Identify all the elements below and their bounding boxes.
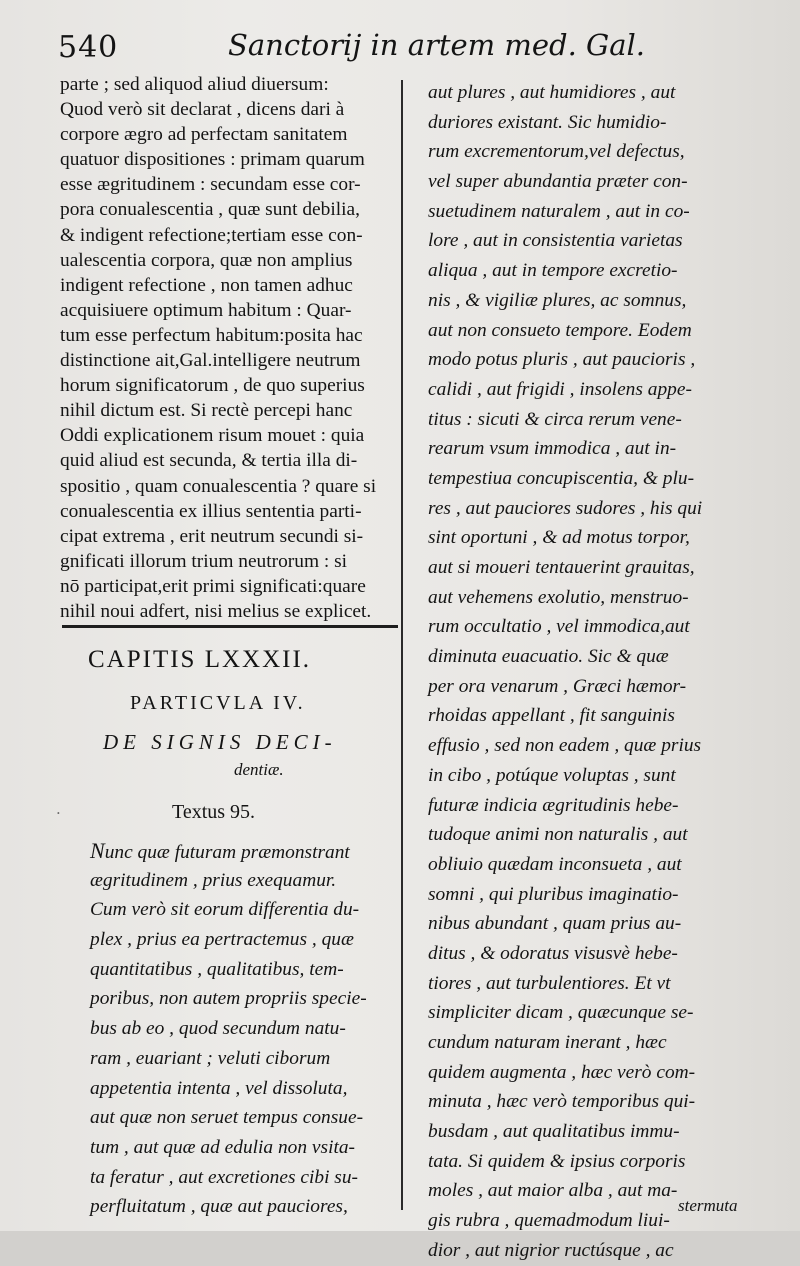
column-divider xyxy=(401,80,403,1210)
text-line: rearum vsum immodica , aut in- xyxy=(428,438,677,460)
text-line: Oddi explicationem risum mouet : quia xyxy=(60,425,365,447)
section-rule xyxy=(62,625,398,628)
text-line: nihil dictum est. Si rectè percepi hanc xyxy=(60,400,353,422)
text-line: ta feratur , aut excretiones cibi su- xyxy=(90,1166,359,1188)
text-line: rum excrementorum,vel defectus, xyxy=(428,141,685,163)
text-line: esse ægritudinem : secundam esse cor- xyxy=(60,174,361,196)
text-line: pora conualescentia , quæ sunt debilia, xyxy=(60,199,360,221)
text-line: aut si moueri tentauerint grauitas, xyxy=(428,557,695,578)
text-line: effusio , sed non eadem , quæ prius xyxy=(428,735,702,757)
text-line-rest: unc quæ futuram præmonstrant xyxy=(104,842,350,863)
text-line: horum significatorum , de quo superius xyxy=(60,375,365,397)
text-line: quid aliud est secunda, & tertia illa di- xyxy=(60,450,358,472)
text-line: futuræ indicia ægritudinis hebe- xyxy=(428,794,679,816)
text-line: modo potus pluris , aut paucioris , xyxy=(428,349,696,371)
text-line: parte ; sed aliquod aliud diuersum: xyxy=(60,74,329,95)
running-head: Sanctorij in artem med. Gal. xyxy=(228,28,646,62)
text-line: ualescentia corpora, quæ non amplius xyxy=(60,249,353,271)
text-line: duriores existant. Sic humidio- xyxy=(428,111,667,133)
text-line: calidi , aut frigidi , insolens appe- xyxy=(428,378,692,400)
text-line: tempestiua concupiscentia, & plu- xyxy=(428,467,695,489)
text-line: perfluitatum , quæ aut pauciores, xyxy=(90,1196,348,1218)
text-line: conualescentia ex illius sententia parti- xyxy=(60,500,362,522)
text-line: rhoidas appellant , fit sanguinis xyxy=(428,705,675,727)
chapter-heading: CAPITIS LXXXII. xyxy=(88,646,312,673)
text-line: acquisiuere optimum habitum : Quar- xyxy=(60,299,352,321)
text-line: quatuor dispositiones : primam quarum xyxy=(60,149,365,171)
left-column-text xyxy=(60,72,396,624)
page-number: 540 xyxy=(58,30,119,65)
text-line: indigent refectione , non tamen adhuc xyxy=(60,274,353,296)
text-line: cundum naturam inerant , hæc xyxy=(428,1032,667,1053)
right-column-text xyxy=(428,78,768,1266)
text-line: res , aut pauciores sudores , his qui xyxy=(428,497,703,519)
text-line: aut plures , aut humidiores , aut xyxy=(428,82,676,103)
text-line: busdam , aut qualitatibus immu- xyxy=(428,1121,680,1143)
text-line: tata. Si quidem & ipsius corporis xyxy=(428,1150,686,1172)
section-title: DE SIGNIS DECI- xyxy=(103,730,337,754)
text-line: rum occultatio , vel immodica,aut xyxy=(428,616,690,638)
text-line: in cibo , potúque voluptas , sunt xyxy=(428,764,676,786)
text-line: appetentia intenta , vel dissoluta, xyxy=(90,1077,348,1099)
text-line: tum esse perfectum habitum:posita hac xyxy=(60,324,363,346)
text-line: distinctione ait,Gal.intelligere neutrum xyxy=(60,350,361,372)
text-line: per ora venarum , Græci hæmor- xyxy=(428,675,687,697)
text-line: moles , aut maior alba , aut ma- xyxy=(428,1180,678,1202)
text-line: nibus abundant , quam prius au- xyxy=(428,913,682,935)
text-number-label: Textus 95. xyxy=(172,801,256,823)
text-line: nis , & vigiliæ plures, ac somnus, xyxy=(428,289,687,311)
left-italic-text xyxy=(90,836,396,1222)
text-line: diminuta euacuatio. Sic & quæ xyxy=(428,646,669,668)
text-line: aut quæ non seruet tempus consue- xyxy=(90,1107,364,1129)
text-line: dior , aut nigrior ructúsque , ac xyxy=(428,1239,674,1261)
catchword: stermuta xyxy=(678,1196,738,1215)
text-line: quidem augmenta , hæc verò com- xyxy=(428,1061,696,1083)
text-line: minuta , hæc verò temporibus qui- xyxy=(428,1091,696,1113)
text-line: quantitatibus , qualitatibus, tem- xyxy=(90,958,344,980)
text-line: suetudinem naturalem , aut in co- xyxy=(428,200,690,222)
text-line: bus ab eo , quod secundum natu- xyxy=(90,1018,346,1040)
text-line: vel super abundantia præter con- xyxy=(428,171,688,193)
text-line: sint oportuni , & ad motus torpor, xyxy=(428,527,690,549)
text-line: nō participat,erit primi significati:quare xyxy=(60,575,366,597)
text-line: spositio , quam conualescentia ? quare si xyxy=(60,475,377,497)
text-line: titus : sicuti & circa rerum vene- xyxy=(428,408,682,430)
text-line: aut vehemens exolutio, menstruo- xyxy=(428,586,689,608)
marginal-mark: · xyxy=(56,804,61,822)
text-line xyxy=(90,836,396,866)
section-title-continued: dentiæ. xyxy=(234,760,284,779)
text-line: somni , qui pluribus imaginatio- xyxy=(428,883,679,905)
text-line: cipat extrema , erit neutrum secundi si- xyxy=(60,525,364,547)
initial-letter: N xyxy=(90,838,105,863)
text-line: obliuio quædam inconsueta , aut xyxy=(428,853,682,875)
text-line: ægritudinem , prius exequamur. xyxy=(90,869,337,891)
particle-heading: PARTICVLA IV. xyxy=(130,692,306,714)
text-line: nihil noui adfert, nisi melius se explicet. xyxy=(60,600,372,622)
text-line: aut non consueto tempore. Eodem xyxy=(428,319,692,341)
text-line: gnificati illorum trium neutrorum : si xyxy=(60,550,348,572)
text-line: tum , aut quæ ad edulia non vsita- xyxy=(90,1136,355,1158)
text-line: tiores , aut turbulentiores. Et vt xyxy=(428,972,671,994)
text-line: gis rubra , quemadmodum liui- xyxy=(428,1210,670,1232)
text-line: plex , prius ea pertractemus , quæ xyxy=(90,929,354,951)
text-line: ram , euariant ; veluti ciborum xyxy=(90,1047,331,1069)
text-line: & indigent refectione;tertiam esse con- xyxy=(60,224,363,246)
text-line: aliqua , aut in tempore excretio- xyxy=(428,260,678,282)
text-line: Quod verò sit declarat , dicens dari à xyxy=(60,99,345,121)
text-line: lore , aut in consistentia varietas xyxy=(428,230,683,252)
text-line: Cum verò sit eorum differentia du- xyxy=(90,899,360,921)
text-line: ditus , & odoratus visusvè hebe- xyxy=(428,942,678,964)
text-line: simpliciter dicam , quæcunque se- xyxy=(428,1002,694,1024)
text-line: corpore ægro ad perfectam sanitatem xyxy=(60,124,348,146)
text-line: tudoque animi non naturalis , aut xyxy=(428,824,688,846)
text-line: poribus, non autem propriis specie- xyxy=(90,988,367,1010)
